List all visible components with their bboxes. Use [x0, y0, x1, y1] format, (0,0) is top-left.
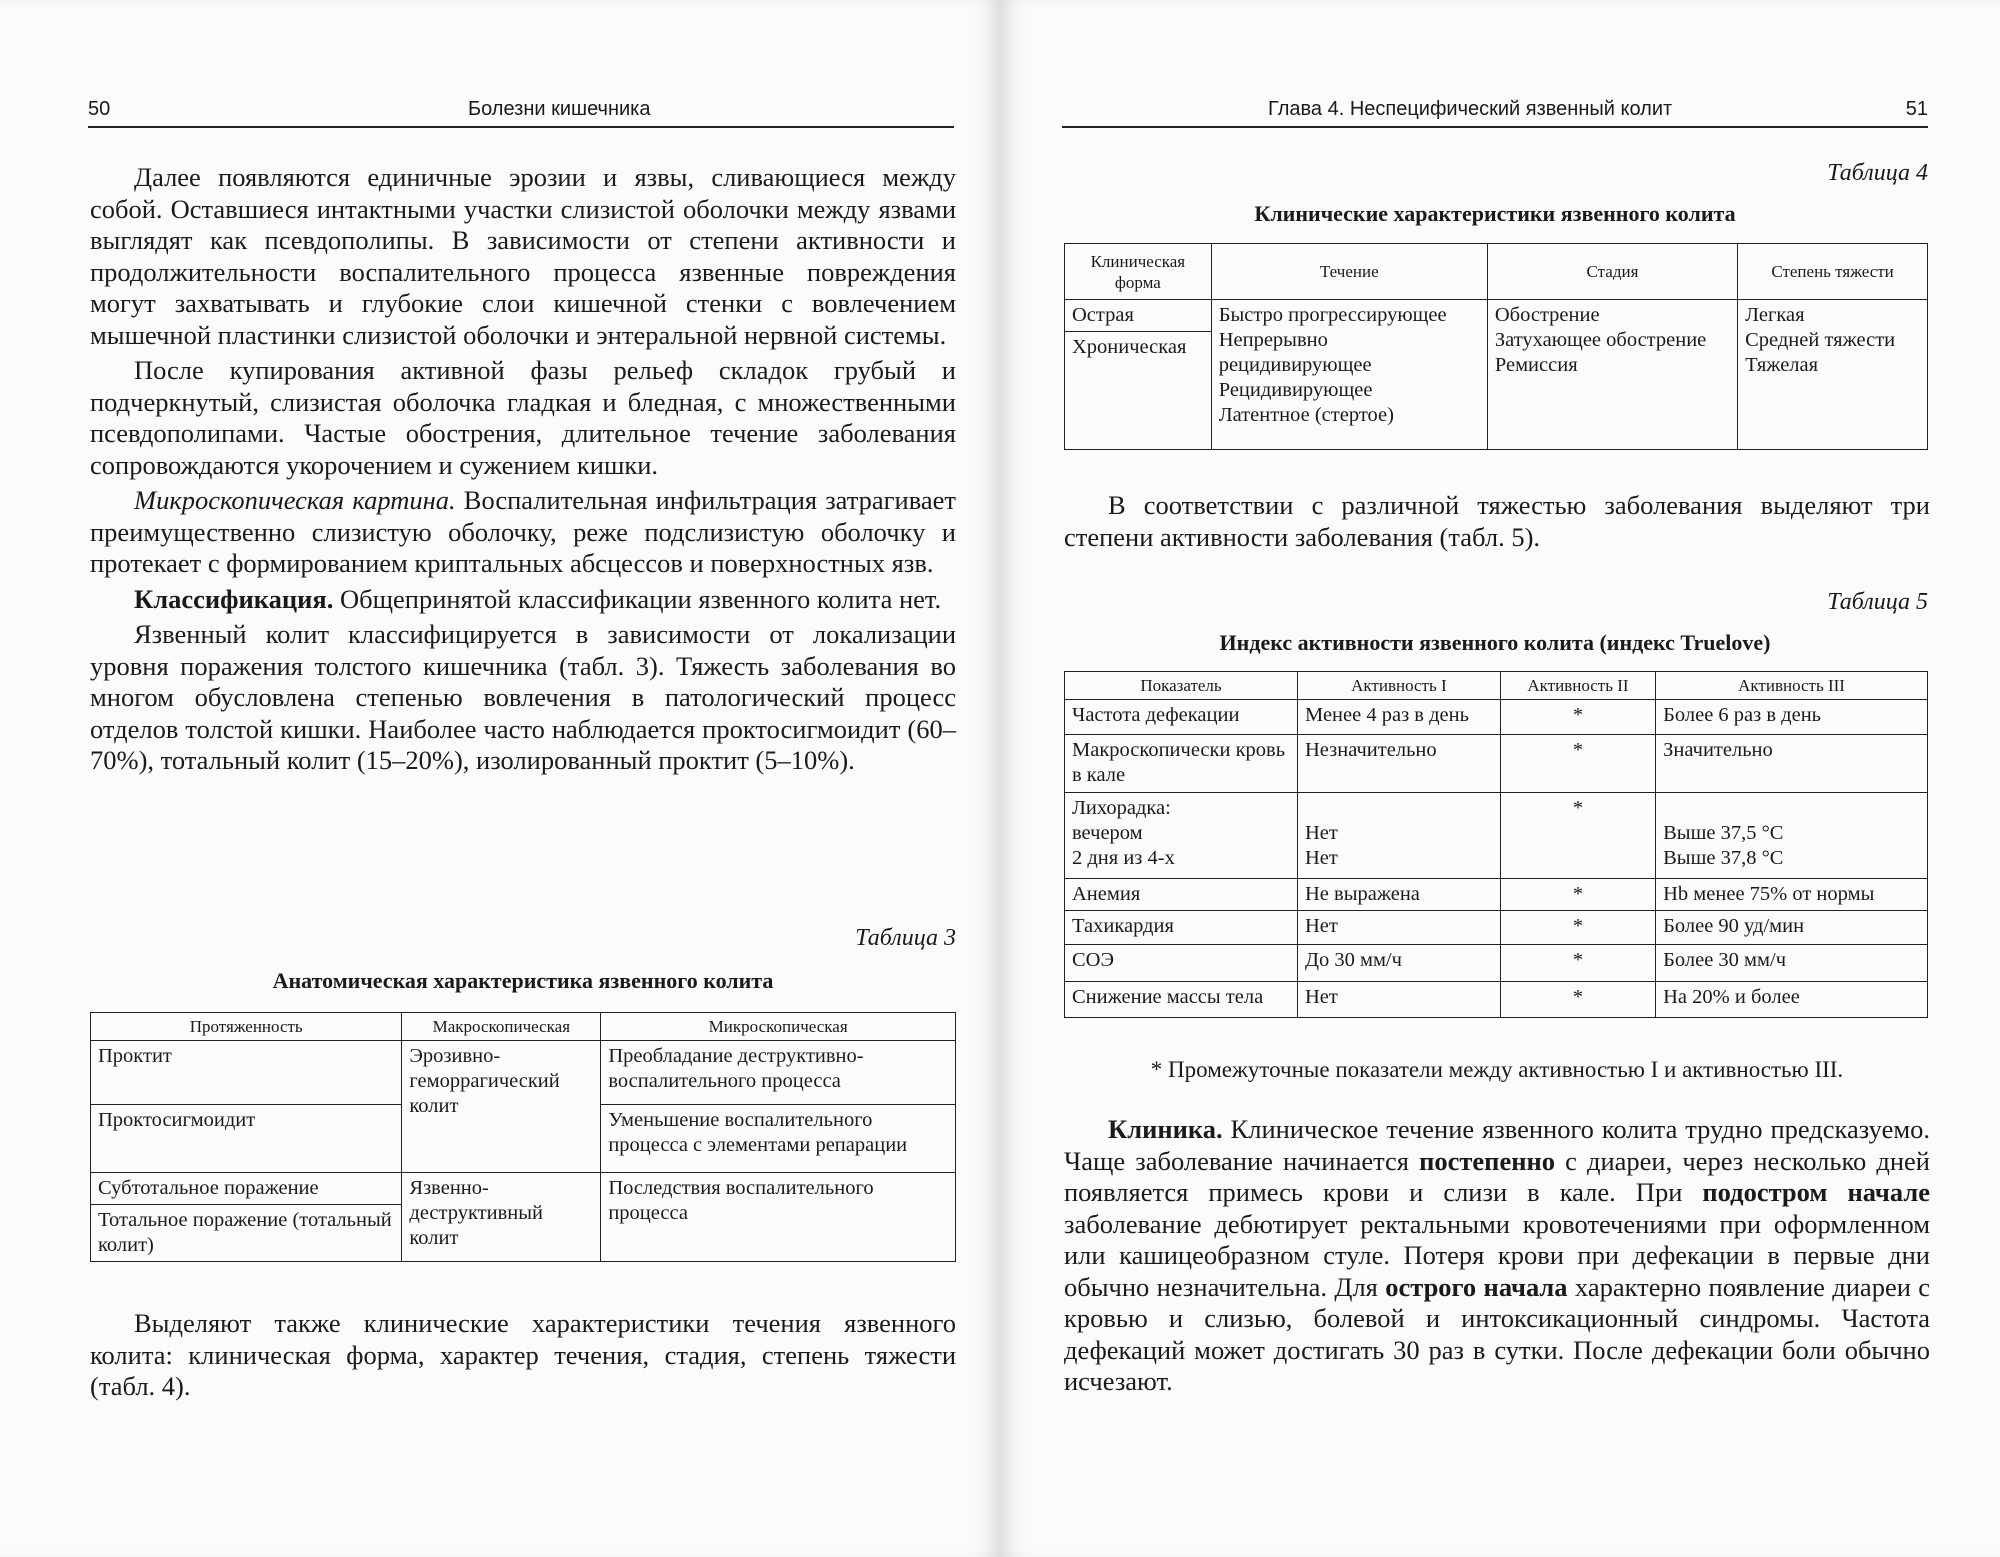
- table-row: [1065, 700, 1928, 735]
- fever-label: Лихорадка:: [1072, 797, 1171, 819]
- table-header: Показатель: [1065, 672, 1298, 700]
- page-number: 51: [1905, 98, 1928, 120]
- paragraph: [90, 584, 956, 616]
- table-header: Течение: [1211, 244, 1487, 300]
- table-header: Клиническая форма: [1065, 244, 1212, 300]
- table-cell: Последствия воспалительного процесса: [601, 1173, 956, 1262]
- table-cell: *: [1500, 793, 1655, 879]
- table-cell: [1487, 300, 1737, 450]
- table-cell: Проктит: [91, 1041, 402, 1105]
- fever-value: Выше 37,5 °С: [1663, 822, 1784, 844]
- table-cell: Эрозивно-геморрагический колит: [402, 1041, 601, 1173]
- clinic-bold: подостром начале: [1702, 1177, 1930, 1207]
- table-cell: *: [1500, 911, 1655, 945]
- severity-item: Тяжелая: [1745, 354, 1819, 376]
- table-cell: *: [1500, 735, 1655, 793]
- table-header: Макроскопическая: [402, 1013, 601, 1041]
- table-cell: На 20% и более: [1656, 982, 1928, 1018]
- table-cell: [1065, 793, 1298, 879]
- table-row: [1065, 300, 1928, 450]
- table-cell: Более 90 уд/мин: [1656, 911, 1928, 945]
- paragraph: [90, 485, 956, 580]
- course-item: Латентное (стертое): [1218, 404, 1394, 426]
- clinic-text-part: характерно появление диареи с кровью и слизью, болевой и интоксикационный синдромы. Частота дефекаций может достигать 30 раз в сутки. После дефекации боли обычно исчезают.: [1064, 1271, 1931, 1396]
- table-cell: Снижение массы тела: [1065, 982, 1298, 1018]
- table-cell: Субтотальное поражение: [91, 1173, 402, 1205]
- table-cell: Более 6 раз в день: [1656, 700, 1928, 735]
- left-closing-text: [90, 1308, 956, 1403]
- table-cell: [1656, 793, 1928, 879]
- page-number: 50: [88, 98, 111, 120]
- table-header-row: [1065, 672, 1928, 700]
- table-header: Стадия: [1487, 244, 1737, 300]
- table-row: [1065, 735, 1928, 793]
- left-body-text: [90, 162, 956, 777]
- micro-text: Воспалительная инфильтрация затрагивает преимущественно слизистую оболочку, реже подслизистую оболочку и протекает с формированием криптальных абсцессов и поверхностных язв.: [90, 485, 956, 578]
- table-header-row: [1065, 244, 1928, 300]
- table-header: Протяженность: [91, 1013, 402, 1041]
- table-row: [91, 1041, 956, 1105]
- table-cell: Анемия: [1065, 879, 1298, 911]
- table-cell: *: [1500, 700, 1655, 735]
- paragraph: Язвенный колит классифицируется в зависимости от локализации уровня поражения толстого кишечника (табл. 3). Тяжесть заболевания во многом обусловлена степенью вовлечения в патологический процесс отделов толстой кишки. Наиболее часто наблюдается проктосигмоидит (60–70%), тотальный колит (15–20%), изолированный проктит (5–10%).: [90, 619, 956, 775]
- table-row: [1065, 793, 1928, 879]
- table-header-row: [91, 1013, 956, 1041]
- table-header: Активность I: [1298, 672, 1501, 700]
- paragraph: Далее появляются единичные эрозии и язвы, сливающиеся между собой. Оставшиеся интактными участки слизистой оболочки между язвами выглядят как псевдополипы. В зависимости от степени активности и продолжительности воспалительного процесса язвенные повреждения могут захватывать и глубокие слои кишечной стенки с вовлечением мышечной пластинки слизистой оболочки и энтеральной нервной системы.: [90, 162, 956, 350]
- table-header: Активность II: [1500, 672, 1655, 700]
- table-cell: До 30 мм/ч: [1298, 945, 1501, 982]
- course-item: Непрерывно рецидивирующее: [1218, 329, 1372, 376]
- clinic-text-part: Клиническое течение язвенного колита трудно предсказуемо. Чаще заболевание начинается: [1064, 1114, 1930, 1176]
- table-cell: Макроскопически кровь в кале: [1065, 735, 1298, 793]
- table-header: Степень тяжести: [1738, 244, 1928, 300]
- stage-item: Затухающее обострение: [1494, 329, 1707, 351]
- paragraph: После купирования активной фазы рельеф складок грубый и подчеркнутый, слизистая оболочка гладкая и бледная, с множественными псевдополипами. Частые обострения, длительное течение заболевания сопровождаются укорочением и сужением кишки.: [90, 355, 956, 480]
- table-caption: Таблица 4: [1827, 160, 1928, 186]
- table-cell: Нет: [1298, 982, 1501, 1018]
- clinic-text: [1064, 1114, 1930, 1398]
- fever-sub: 2 дня из 4-х: [1072, 847, 1175, 869]
- table-cell: Менее 4 раз в день: [1298, 700, 1501, 735]
- table-cell: [1065, 300, 1212, 450]
- clinical-table: [1064, 243, 1928, 450]
- clinic-bold: постепенно: [1419, 1145, 1555, 1176]
- activity-index-table: [1064, 671, 1928, 1018]
- class-text: Общепринятой классификации язвенного колита нет.: [333, 583, 942, 614]
- table-cell: *: [1500, 982, 1655, 1018]
- table-row: [1065, 945, 1928, 982]
- table-cell: Значительно: [1656, 735, 1928, 793]
- form-item: Острая: [1065, 300, 1211, 332]
- table-row: [1065, 879, 1928, 911]
- fever-sub: вечером: [1072, 822, 1143, 844]
- table-cell: Нет: [1298, 911, 1501, 945]
- clinic-bold: острого начала: [1385, 1271, 1568, 1302]
- table-cell: Незначительно: [1298, 735, 1501, 793]
- table-cell: Тотальное поражение (тотальный колит): [91, 1205, 402, 1262]
- table-title: Клинические характеристики язвенного колита: [1254, 201, 1736, 226]
- table-cell: *: [1500, 879, 1655, 911]
- course-item: Быстро прогрессирующее: [1218, 304, 1447, 326]
- table-cell: Язвенно-деструктивный колит: [402, 1173, 601, 1262]
- paragraph: [1064, 1114, 1930, 1398]
- clinic-text-part: с диареи, через несколько дней появляется примесь крови и слизи в кале. При: [1064, 1145, 1930, 1207]
- table-cell: [1298, 793, 1501, 879]
- fever-value: Нет: [1305, 822, 1338, 844]
- class-label: Классификация.: [134, 583, 334, 614]
- table-header: Активность III: [1656, 672, 1928, 700]
- table-cell: Hb менее 75% от нормы: [1656, 879, 1928, 911]
- table-cell: СОЭ: [1065, 945, 1298, 982]
- fever-value: Выше 37,8 °С: [1663, 847, 1784, 869]
- anatomic-table: [90, 1012, 956, 1262]
- left-running-header: [88, 96, 954, 128]
- form-item: Хроническая: [1072, 336, 1187, 358]
- right-running-header: [1062, 96, 1928, 128]
- clinic-label: Клиника.: [1108, 1114, 1223, 1144]
- table-cell: Не выражена: [1298, 879, 1501, 911]
- table-row: [1065, 911, 1928, 945]
- table-row: [1065, 982, 1928, 1018]
- table-title: Анатомическая характеристика язвенного колита: [272, 968, 774, 993]
- table-footnote: * Промежуточные показатели между активностью I и активностью III.: [1150, 1057, 1844, 1082]
- paragraph: В соответствии с различной тяжестью заболевания выделяют три степени активности заболевания (табл. 5).: [1064, 490, 1930, 552]
- micro-label: Микроскопическая картина.: [134, 485, 456, 515]
- table-caption: Таблица 5: [1827, 589, 1928, 615]
- table-cell: Преобладание деструктивно-воспалительного процесса: [601, 1041, 956, 1105]
- table-cell: Более 30 мм/ч: [1656, 945, 1928, 982]
- stage-item: Обострение: [1494, 304, 1600, 326]
- table-title: Индекс активности язвенного колита (индекс Truelove): [1219, 630, 1771, 655]
- table-cell: Проктосигмоидит: [91, 1105, 402, 1173]
- clinic-text-part: заболевание дебютирует ректальными кровотечениями при оформленном или кашицеобразном стуле. Потеря крови при дефекации в первые дни обычно незначительна. Для: [1064, 1208, 1930, 1302]
- stage-item: Ремиссия: [1494, 354, 1578, 376]
- running-title: Болезни кишечника: [468, 98, 651, 120]
- fever-value: Нет: [1305, 847, 1338, 869]
- table-row: [91, 1173, 956, 1205]
- table-cell: Тахикардия: [1065, 911, 1298, 945]
- table-cell: Уменьшение воспалительного процесса с элементами репарации: [601, 1105, 956, 1173]
- table-cell: [1738, 300, 1928, 450]
- table-cell: [1211, 300, 1487, 450]
- severity-item: Средней тяжести: [1745, 329, 1896, 351]
- activity-text: [1064, 490, 1930, 553]
- course-item: Рецидивирующее: [1218, 379, 1373, 401]
- table-caption: Таблица 3: [855, 925, 956, 951]
- table-cell: Частота дефекации: [1065, 700, 1298, 735]
- paragraph: Выделяют также клинические характеристики течения язвенного колита: клиническая форма, характер течения, стадия, степень тяжести (табл. 4).: [90, 1308, 956, 1401]
- table-cell: *: [1500, 945, 1655, 982]
- running-title: Глава 4. Неспецифический язвенный колит: [1268, 98, 1673, 120]
- table-header: Микроскопическая: [601, 1013, 956, 1041]
- severity-item: Легкая: [1745, 304, 1805, 326]
